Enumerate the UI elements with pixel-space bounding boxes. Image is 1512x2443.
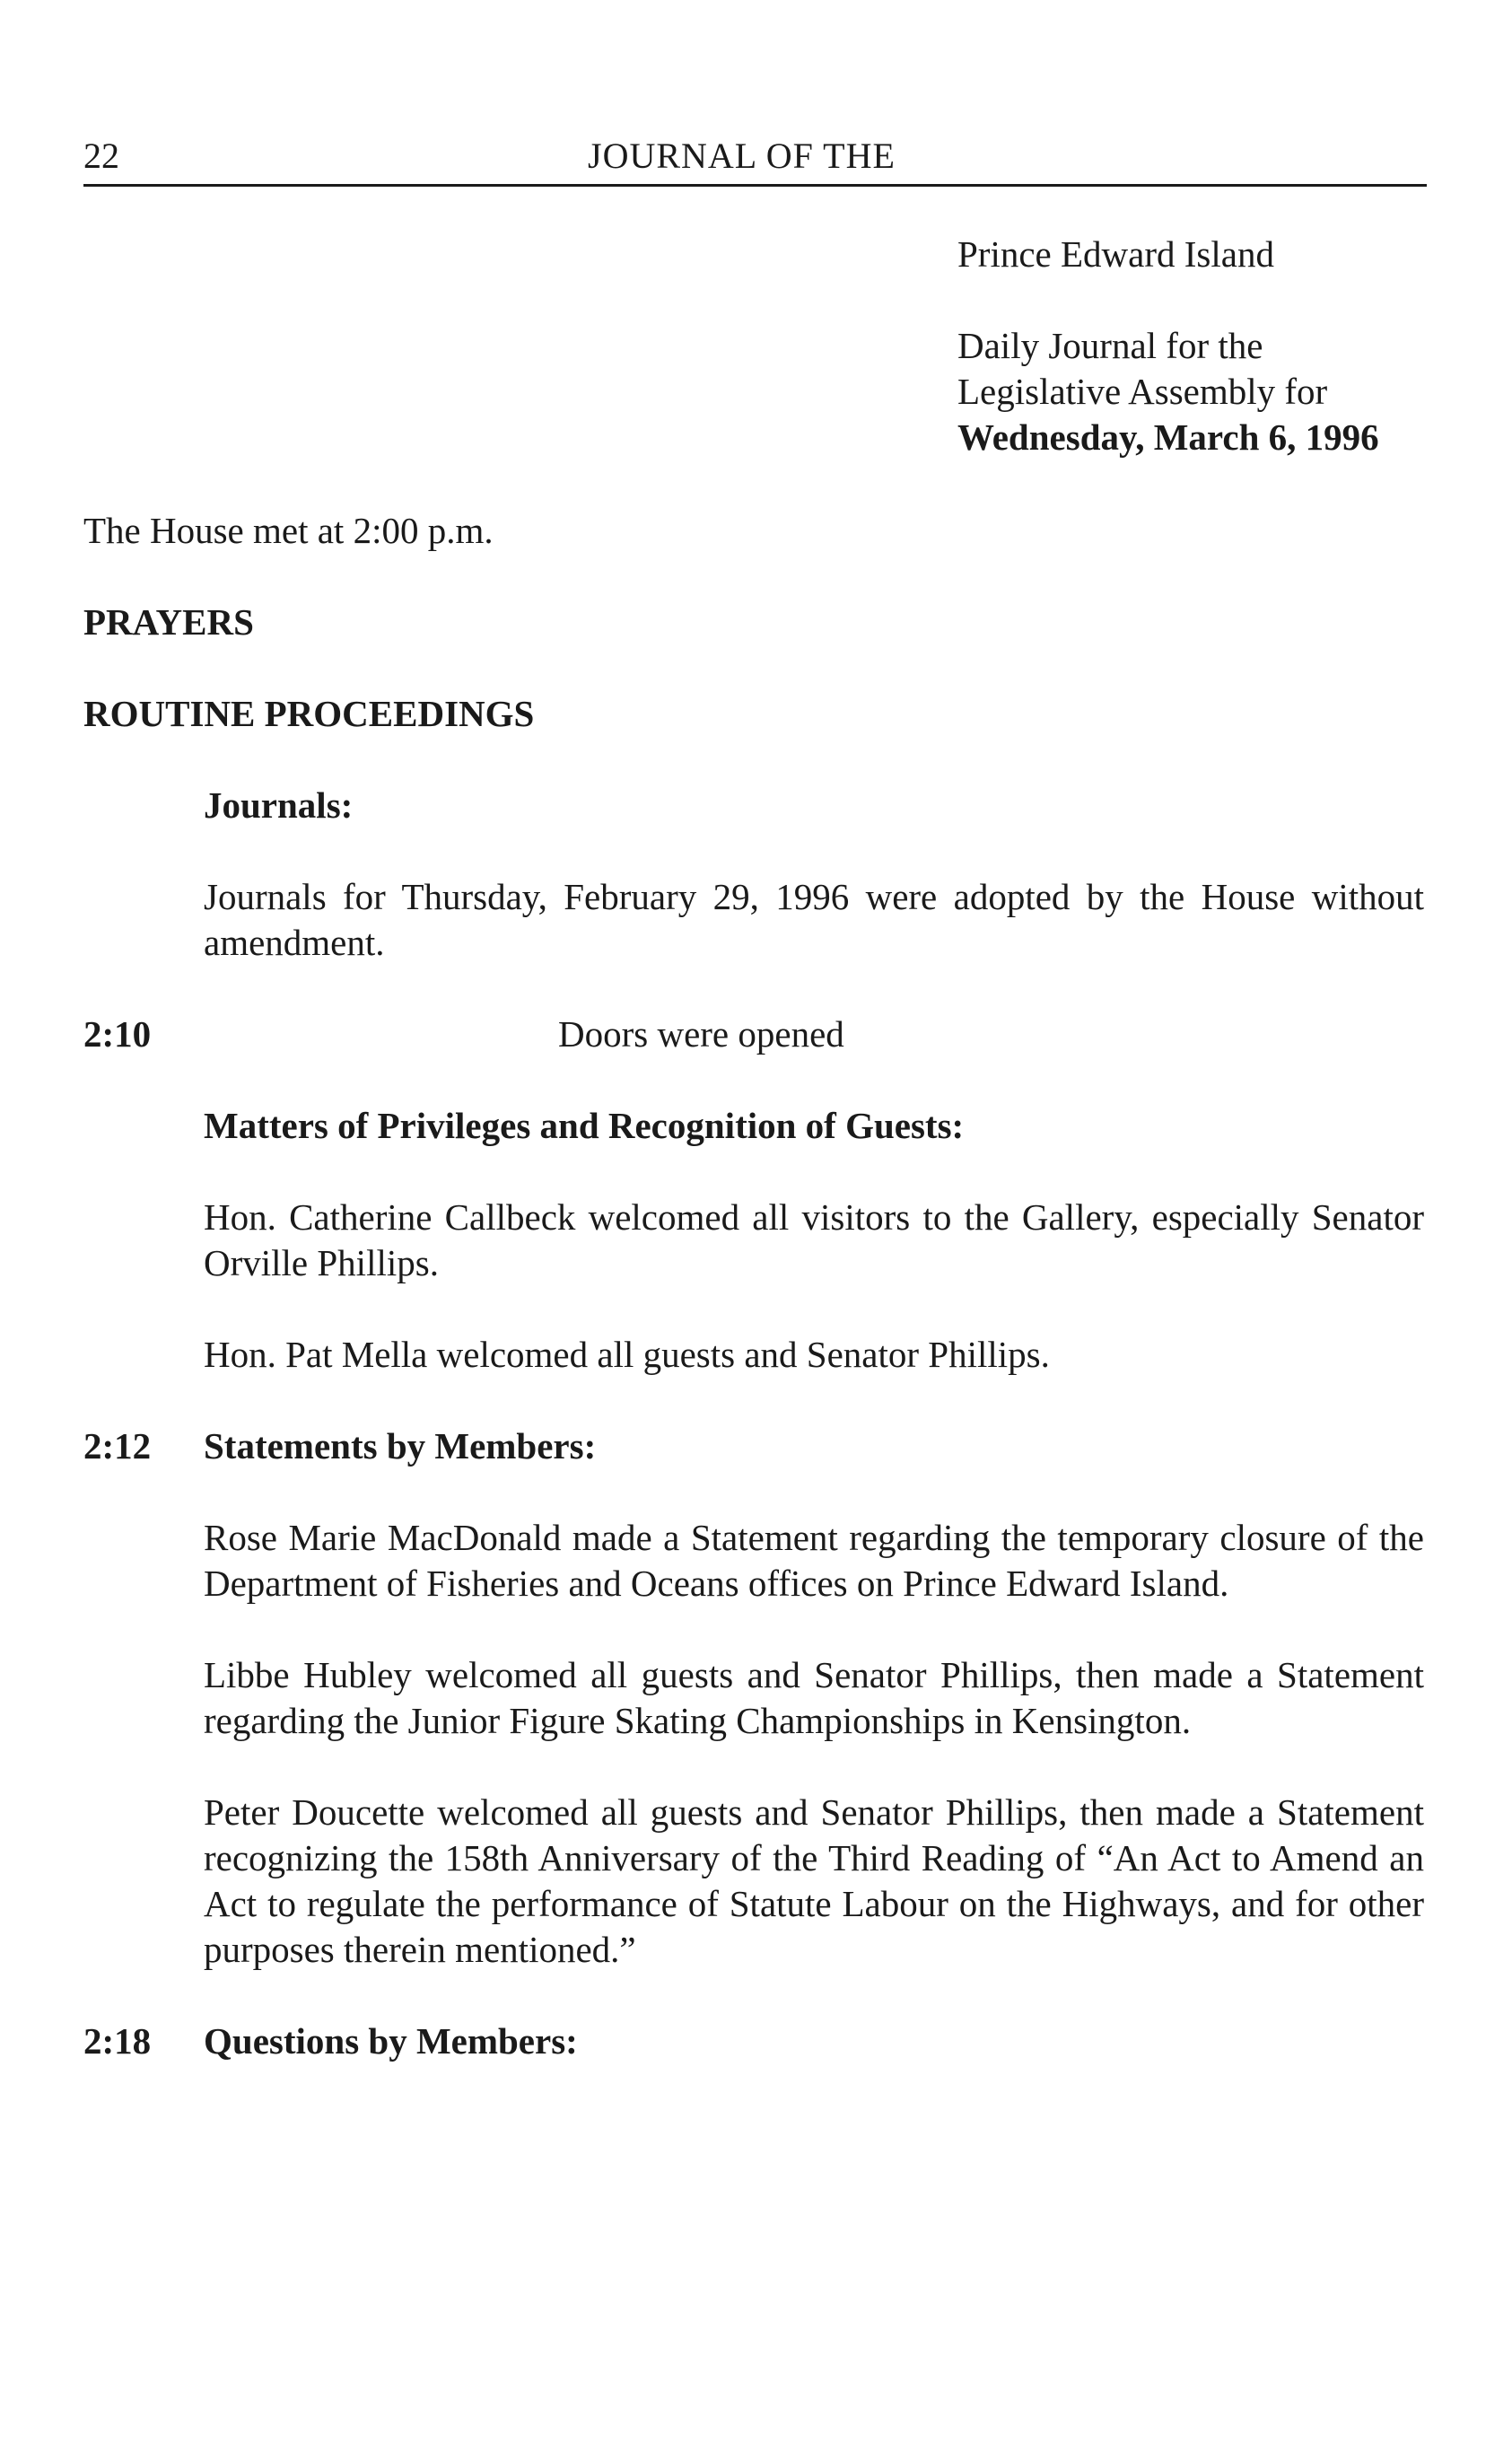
statements-heading: Statements by Members: (204, 1425, 597, 1467)
statement-paragraph-1: Rose Marie MacDonald made a Statement regarding the temporary closure of the Department of Fisheries and Oceans offices on Prince Edward Island. (204, 1517, 1424, 1604)
journal-title-line2: Legislative Assembly for (957, 371, 1328, 412)
journals-heading: Journals: (204, 784, 354, 826)
statement-paragraph-3: Peter Doucette welcomed all guests and Senator Phillips, then made a Statement recognizing the 158th Anniversary of the Third Reading of “An Act to Amend an Act to regulate the performance of Statute Labour on the Highways, and for other purposes therein mentioned.” (204, 1791, 1424, 1970)
header-rule (83, 184, 1427, 187)
page-number: 22 (83, 136, 119, 176)
privileges-heading: Matters of Privileges and Recognition of Guests: (204, 1105, 965, 1146)
prayers-heading: PRAYERS (83, 601, 254, 643)
journals-paragraph: Journals for Thursday, February 29, 1996 were adopted by the House without amendment. (204, 876, 1424, 963)
privileges-paragraph-2: Hon. Pat Mella welcomed all guests and Senator Phillips. (204, 1334, 1050, 1375)
time-stamp-statements: 2:12 (83, 1425, 152, 1467)
journal-date: Wednesday, March 6, 1996 (957, 416, 1379, 458)
privileges-paragraph-1: Hon. Catherine Callbeck welcomed all visitors to the Gallery, especially Senator Orville Phillips. (204, 1196, 1424, 1283)
running-head: JOURNAL OF THE (588, 136, 896, 176)
province-name: Prince Edward Island (957, 233, 1274, 275)
doors-opened-line: Doors were opened (558, 1013, 844, 1055)
time-stamp-doors: 2:10 (83, 1013, 152, 1055)
routine-proceedings-heading: ROUTINE PROCEEDINGS (83, 693, 535, 734)
time-stamp-questions: 2:18 (83, 2020, 152, 2062)
questions-heading: Questions by Members: (204, 2020, 578, 2062)
journal-title-line1: Daily Journal for the (957, 325, 1263, 366)
statement-paragraph-2: Libbe Hubley welcomed all guests and Senator Phillips, then made a Statement regarding the Junior Figure Skating Championships in Kensington. (204, 1654, 1424, 1741)
house-met-line: The House met at 2:00 p.m. (83, 510, 494, 551)
